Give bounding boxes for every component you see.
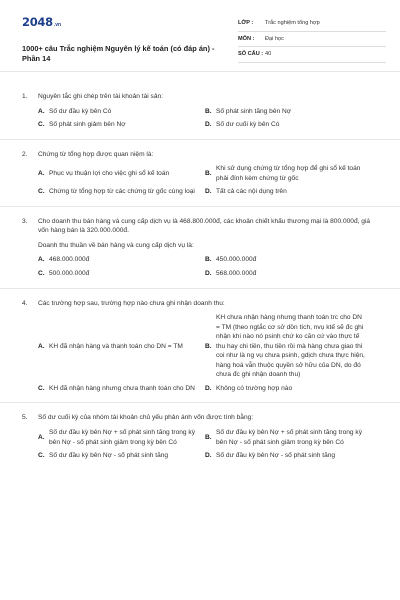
option-text: KH đã nhận hàng nhưng chưa thanh toán cho DN xyxy=(49,384,195,392)
option-text: Số dư đầu kỳ bên Nợ - số phát sinh tăng xyxy=(216,452,336,460)
option-letter: A. xyxy=(38,169,45,177)
question-number: 2. xyxy=(22,150,28,158)
option-text: 450.000.000đ xyxy=(216,256,257,264)
logo-suffix: .vn xyxy=(53,22,62,28)
option-letter: B. xyxy=(205,342,212,350)
question-text: Số dư cuối kỳ của nhóm tài khoản chủ yếu phản ánh vốn được tính bằng: xyxy=(38,414,254,422)
answer-options xyxy=(22,426,372,463)
option-text: 500.000.000đ xyxy=(49,270,90,278)
answer-options xyxy=(22,311,372,395)
option-letter: A. xyxy=(38,107,45,115)
option-text: Phục vụ thuận lợi cho việc ghi sổ kế toán xyxy=(49,169,170,177)
option-text: KH đã nhận hàng và thanh toán cho DN = TM xyxy=(49,342,183,350)
option-letter: B. xyxy=(205,169,212,177)
question-divider xyxy=(0,139,400,140)
info-row xyxy=(238,47,386,63)
option-letter: C. xyxy=(38,384,45,392)
option-letter: C. xyxy=(38,452,45,460)
option-letter: D. xyxy=(205,452,212,460)
question-divider xyxy=(0,206,400,207)
question-header xyxy=(22,217,372,236)
answer-option[interactable] xyxy=(205,426,372,449)
answer-option[interactable] xyxy=(205,311,372,382)
answer-option[interactable] xyxy=(205,162,372,185)
answer-option[interactable] xyxy=(38,311,205,382)
option-letter: D. xyxy=(205,121,212,129)
option-letter: D. xyxy=(205,188,212,196)
question-text: Nguyên tắc ghi chép trên tài khoản tài sản: xyxy=(38,93,163,100)
option-letter: C. xyxy=(38,188,45,196)
question-header xyxy=(22,413,372,423)
info-label: SỐ CÂU : xyxy=(238,51,264,58)
answer-option[interactable] xyxy=(205,185,372,199)
option-text: Không có trường hợp nào xyxy=(216,384,293,392)
question-subtext: Doanh thu thuần về bán hàng và cung cấp dịch vụ là: xyxy=(38,241,194,249)
info-row xyxy=(238,32,386,48)
question-divider xyxy=(0,288,400,289)
worksheet-header xyxy=(0,0,400,72)
answer-option[interactable] xyxy=(38,267,205,281)
answer-option[interactable] xyxy=(38,382,205,396)
question-header xyxy=(22,299,372,309)
question-item xyxy=(22,299,372,404)
option-text: 568.000.000đ xyxy=(216,270,257,278)
info-label: LỚP : xyxy=(238,20,254,27)
option-letter: C. xyxy=(38,121,45,129)
answer-option[interactable] xyxy=(38,185,205,199)
option-letter: B. xyxy=(205,107,212,115)
info-value: Đại học xyxy=(265,35,284,42)
info-table xyxy=(238,14,386,61)
answer-option[interactable] xyxy=(205,118,372,132)
answer-option[interactable] xyxy=(38,105,205,119)
option-text: Số dư cuối kỳ bên Có xyxy=(216,121,280,129)
answer-option[interactable] xyxy=(205,267,372,281)
answer-options xyxy=(22,105,372,132)
answer-option[interactable] xyxy=(38,253,205,267)
option-text: Khi sử dụng chứng từ tổng hợp để ghi sổ kế toán phải đính kèm chứng từ gốc xyxy=(216,165,361,182)
option-text: KH chưa nhận hàng nhưng thanh toán trc cho DN = TM (theo ngtắc cơ sở dồn tích, nvụ ktế sẽ đc ghi nhận khi nào nó psinh chứ ko căn cứ vào thực tế thu hay chi tiền, thu tiền rồi mà hàng chưa giao thì coi như là ng vụ chưa psinh, gdịch chưa thực hiện, hàng hoá vẫn thuộc quyền sở hữu của DN, do đó chưa đc ghi nhận doanh thu) xyxy=(216,314,365,379)
info-value: 40 xyxy=(265,51,272,58)
question-item xyxy=(22,217,372,289)
question-item xyxy=(22,92,372,140)
question-divider xyxy=(0,402,400,403)
option-text: Số phát sinh giảm bên Nợ xyxy=(49,121,126,129)
answer-options xyxy=(22,162,372,199)
answer-option[interactable] xyxy=(38,162,205,185)
option-text: Tất cả các nội dụng trên xyxy=(216,188,287,196)
option-text: Số phát sinh tăng bên Nợ xyxy=(216,107,292,115)
option-text: Số dư đầu kỳ bên Nợ + số phát sinh tăng trong kỳ bên Nợ - số phát sinh giảm trong kỳ bên Có xyxy=(49,429,196,446)
option-letter: A. xyxy=(38,433,45,441)
answer-option[interactable] xyxy=(205,382,372,396)
option-letter: D. xyxy=(205,384,212,392)
page-title: 1000+ câu Trắc nghiệm Nguyên lý kế toán (có đáp án) - Phần 14 xyxy=(22,43,215,64)
question-list xyxy=(0,72,400,463)
answer-option[interactable] xyxy=(205,449,372,463)
question-number: 1. xyxy=(22,93,28,100)
question-text: Chứng từ tổng hợp được quan niệm là: xyxy=(38,150,154,158)
option-letter: A. xyxy=(38,342,45,350)
option-letter: C. xyxy=(38,270,45,278)
info-label: MÔN : xyxy=(238,35,255,42)
header-left xyxy=(22,14,227,64)
option-letter: A. xyxy=(38,256,45,264)
option-text: 468.000.000đ xyxy=(49,256,90,264)
option-letter: D. xyxy=(205,270,212,278)
option-text: Số dư đầu kỳ bên Nợ - số phát sinh tăng xyxy=(49,452,169,460)
option-text: Chứng từ tổng hợp từ các chứng từ gốc cùng loại xyxy=(49,188,195,196)
option-letter: B. xyxy=(205,256,212,264)
option-text: Số dư đầu kỳ bên Nợ + số phát sinh tăng trong kỳ bên Nợ - số phát sinh giảm trong kỳ bên Có xyxy=(216,429,363,446)
brand-logo[interactable] xyxy=(22,14,227,31)
info-row xyxy=(238,16,386,32)
question-header xyxy=(22,92,372,102)
question-text: Các trường hợp sau, trường hợp nào chưa ghi nhận doanh thu: xyxy=(38,299,225,307)
question-header xyxy=(22,150,372,160)
answer-option[interactable] xyxy=(38,118,205,132)
question-number: 4. xyxy=(22,299,28,307)
question-number: 5. xyxy=(22,414,28,422)
option-text: Số dư đầu kỳ bên Có xyxy=(49,107,112,115)
answer-option[interactable] xyxy=(38,449,205,463)
option-letter: B. xyxy=(205,433,212,441)
answer-option[interactable] xyxy=(205,105,372,119)
answer-options xyxy=(22,253,372,280)
answer-option[interactable] xyxy=(38,426,205,449)
question-number: 3. xyxy=(22,217,28,225)
answer-option[interactable] xyxy=(205,253,372,267)
question-item xyxy=(22,150,372,207)
question-item xyxy=(22,413,372,462)
logo-text: 2048 xyxy=(22,15,53,29)
question-text: Cho doanh thu bán hàng và cung cấp dịch vụ là 468.800.000đ, các khoản chiết khấu thương mại là 800.000đ, giá vốn hàng bán là 320.000.000đ. xyxy=(38,217,371,235)
info-value: Trắc nghiệm tổng hợp xyxy=(265,20,320,27)
